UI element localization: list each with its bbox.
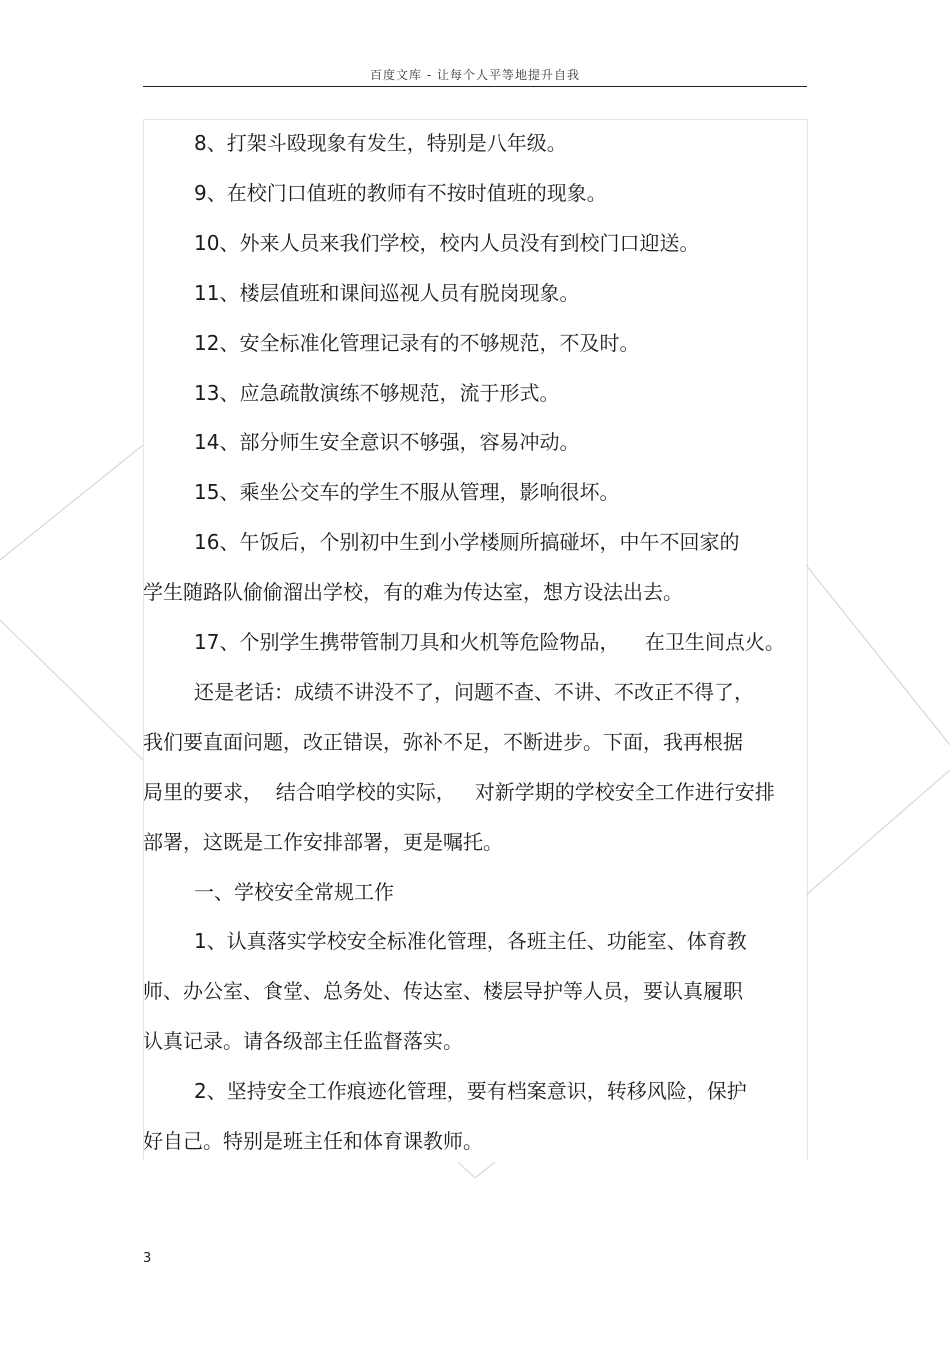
body-line: 11、楼层值班和课间巡视人员有脱岗现象。 <box>194 281 580 305</box>
body-line: 10、外来人员来我们学校，校内人员没有到校门口迎送。 <box>194 231 700 255</box>
body-line: 我们要直面问题，改正错误，弥补不足，不断进步。下面，我再根据 <box>143 730 743 754</box>
body-line: 9、在校门口值班的教师有不按时值班的现象。 <box>194 181 607 205</box>
body-line: 16、午饭后，个别初中生到小学楼厕所搞碰坏，中午不回家的 <box>194 530 740 554</box>
header-rule <box>143 86 807 87</box>
body-line: 局里的要求， 结合咱学校的实际， 对新学期的学校安全工作进行安排 <box>143 780 775 804</box>
body-line: 2、坚持安全工作痕迹化管理，要有档案意识，转移风险，保护 <box>194 1079 747 1103</box>
body-line: 师、办公室、食堂、总务处、传达室、楼层导护等人员，要认真履职 <box>143 979 743 1003</box>
body-line: 好自己。特别是班主任和体育课教师。 <box>143 1129 483 1153</box>
body-line: 还是老话：成绩不讲没不了，问题不查、不讲、不改正不得了， <box>194 680 754 704</box>
body-line: 部署，这既是工作安排部署，更是嘱托。 <box>143 830 503 854</box>
body-line: 1、认真落实学校安全标准化管理，各班主任、功能室、体育教 <box>194 929 747 953</box>
body-line: 认真记录。请各级部主任监督落实。 <box>143 1029 463 1053</box>
body-line: 8、打架斗殴现象有发生，特别是八年级。 <box>194 131 567 155</box>
body-line: 14、部分师生安全意识不够强，容易冲动。 <box>194 430 580 454</box>
document-header: 百度文库 - 让每个人平等地提升自我 <box>370 68 580 82</box>
body-line: 13、应急疏散演练不够规范，流于形式。 <box>194 381 560 405</box>
body-line: 12、安全标准化管理记录有的不够规范，不及时。 <box>194 331 640 355</box>
body-line: 学生随路队偷偷溜出学校，有的难为传达室，想方设法出去。 <box>143 580 683 604</box>
body-line: 一、学校安全常规工作 <box>194 880 394 904</box>
body-line: 17、个别学生携带管制刀具和火机等危险物品， 在卫生间点火。 <box>194 630 785 654</box>
body-line: 15、乘坐公交车的学生不服从管理，影响很坏。 <box>194 480 620 504</box>
page-number: 3 <box>143 1251 152 1266</box>
